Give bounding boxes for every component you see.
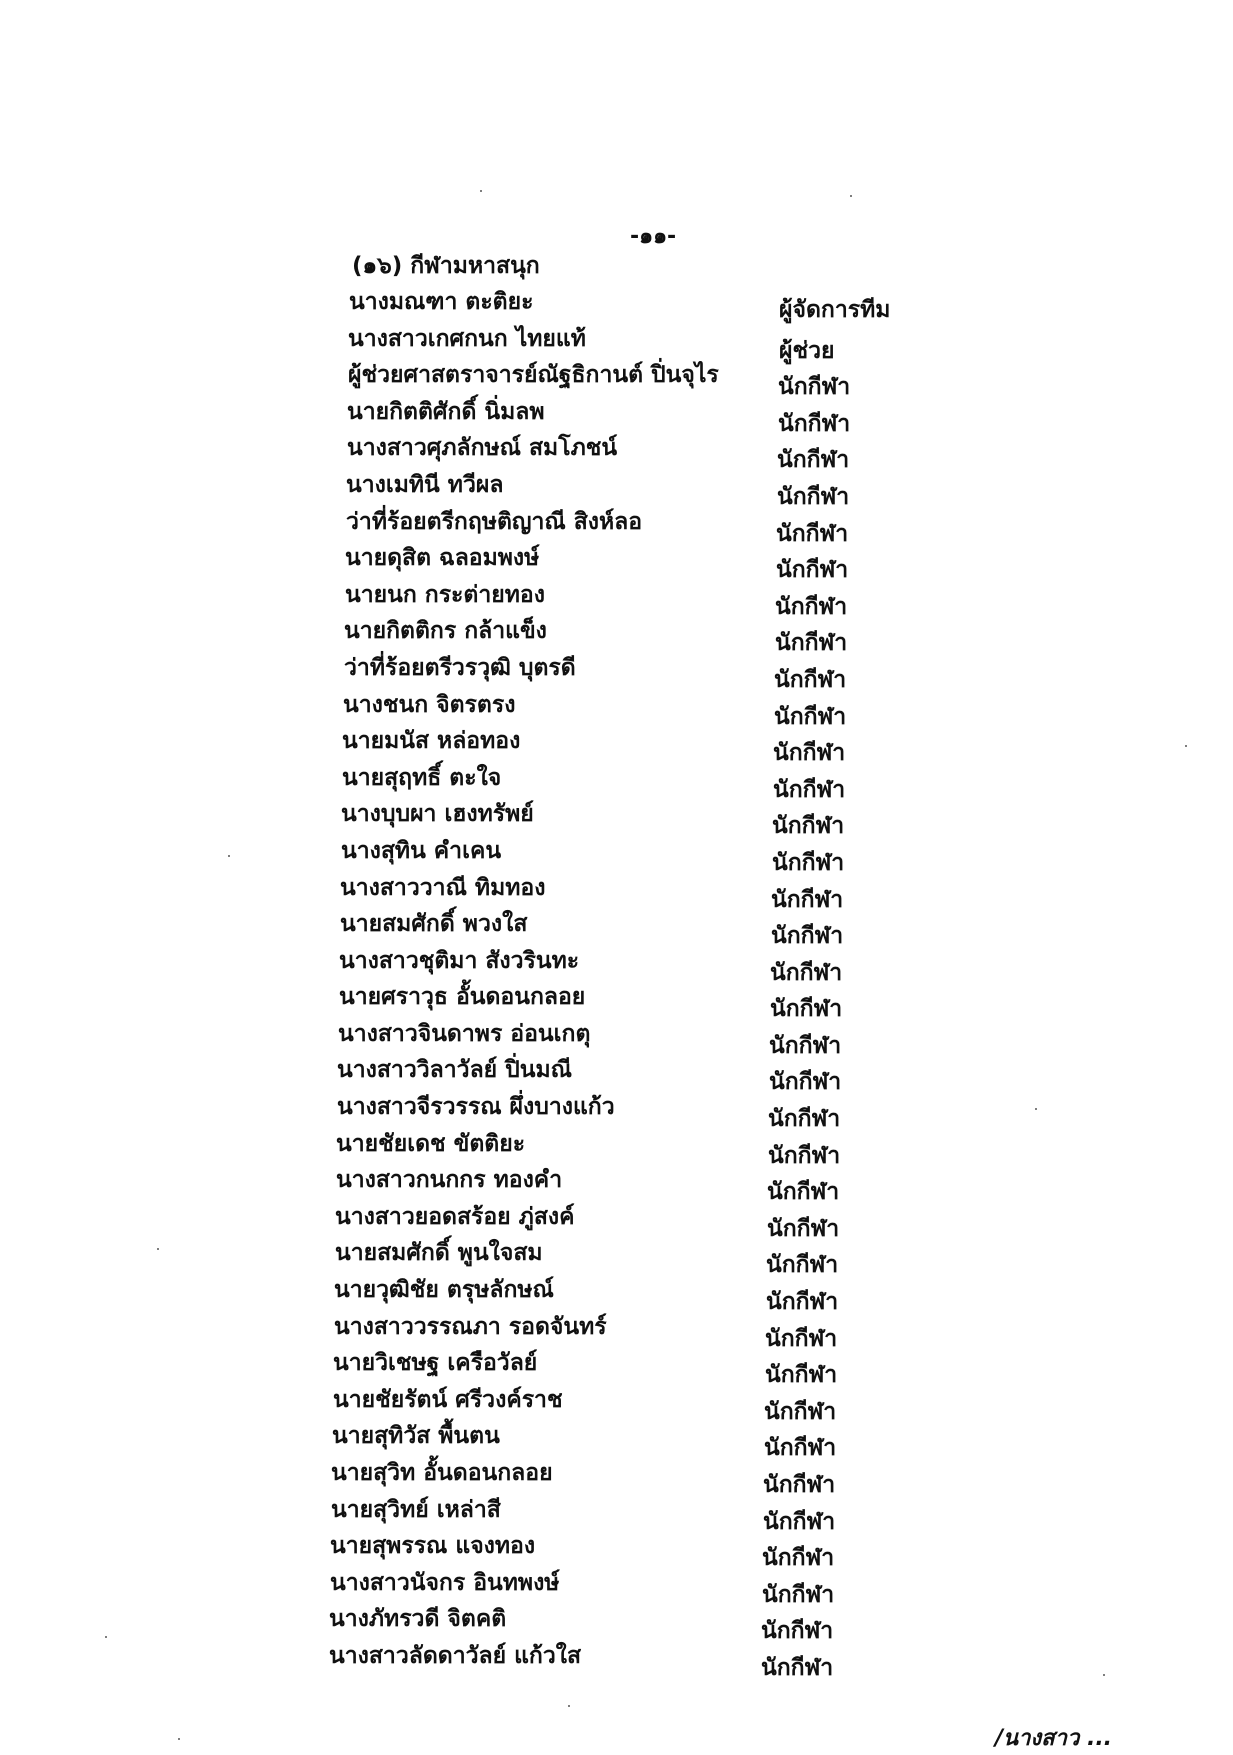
roster-row bbox=[0, 1418, 1233, 1461]
scan-speck bbox=[105, 1636, 107, 1638]
member-role: นักกีฬา bbox=[761, 1655, 834, 1681]
member-role: นักกีฬา bbox=[762, 1545, 835, 1571]
member-name: นายสุวิท อั้นดอนกลอย bbox=[331, 1460, 553, 1486]
member-name: นางสาวเกศกนก ไทยแท้ bbox=[348, 326, 586, 352]
member-name: นางสาววาณี ทิมทอง bbox=[340, 875, 546, 901]
member-role: นักกีฬา bbox=[767, 1179, 840, 1205]
member-name: นางสาวนัจกร อินทพงษ์ bbox=[330, 1570, 560, 1596]
member-role: นักกีฬา bbox=[766, 1252, 839, 1278]
member-name: นายสุฤทธิ์ ตะใจ bbox=[342, 765, 502, 791]
member-name: นางสุทิน คำเคน bbox=[341, 838, 502, 864]
member-name: นางสาวจินดาพร อ่อนเกตุ bbox=[338, 1021, 591, 1047]
member-role: นักกีฬา bbox=[774, 704, 847, 730]
roster-row bbox=[0, 1601, 1233, 1644]
member-role: นักกีฬา bbox=[769, 1033, 842, 1059]
scan-speck bbox=[480, 190, 482, 192]
section-title: (๑๖) กีฬามหาสนุก bbox=[352, 253, 540, 279]
roster-row bbox=[0, 577, 1233, 620]
member-role: นักกีฬา bbox=[765, 1362, 838, 1388]
roster-row bbox=[0, 1345, 1233, 1388]
roster-row bbox=[0, 1492, 1233, 1535]
member-name: นายกิตติศักดิ์ นิ่มลพ bbox=[347, 399, 545, 425]
member-name: นางสาวกนกกร ทองคำ bbox=[336, 1167, 563, 1193]
member-name: นางสาวศุภลักษณ์ สมโภชน์ bbox=[347, 435, 618, 461]
scan-speck bbox=[157, 1248, 159, 1250]
member-name: นางสาวจีรวรรณ ผึ่งบางแก้ว bbox=[337, 1094, 615, 1120]
member-role: นักกีฬา bbox=[778, 411, 851, 437]
member-role: นักกีฬา bbox=[768, 1143, 841, 1169]
member-name: นายสมศักดิ์ พูนใจสม bbox=[335, 1240, 543, 1266]
continuation-note: /นางสาว ... bbox=[995, 1726, 1113, 1751]
member-role: นักกีฬา bbox=[769, 1069, 842, 1095]
roster-row bbox=[0, 1565, 1233, 1608]
roster-row bbox=[0, 1126, 1233, 1169]
member-name: นายนก กระต่ายทอง bbox=[345, 582, 545, 608]
page-number: -๑๑- bbox=[630, 224, 677, 249]
roster-row bbox=[0, 1309, 1233, 1352]
member-name: ผู้ช่วยศาสตราจารย์ณัฐธิกานต์ ปิ่นจุไร bbox=[348, 362, 719, 388]
member-role: นักกีฬา bbox=[768, 1106, 841, 1132]
roster-row bbox=[0, 1528, 1233, 1571]
roster-row bbox=[0, 1382, 1233, 1425]
scan-speck bbox=[228, 855, 230, 857]
member-role: นักกีฬา bbox=[765, 1326, 838, 1352]
roster-row bbox=[0, 1455, 1233, 1498]
scan-speck bbox=[1185, 745, 1187, 747]
scan-speck bbox=[850, 195, 852, 197]
roster-row bbox=[0, 1052, 1233, 1095]
roster-row bbox=[0, 394, 1233, 437]
member-role: นักกีฬา bbox=[766, 1289, 839, 1315]
member-role: นักกีฬา bbox=[773, 777, 846, 803]
member-name: นางภัทรวดี จิตคติ bbox=[329, 1606, 507, 1632]
member-role: ผู้จัดการทีม bbox=[779, 297, 891, 323]
member-role: นักกีฬา bbox=[762, 1582, 835, 1608]
member-name: นางสาวชุติมา สังวรินทะ bbox=[339, 948, 580, 974]
roster-row bbox=[0, 1162, 1233, 1205]
member-role: นักกีฬา bbox=[764, 1399, 837, 1425]
roster-row bbox=[0, 1638, 1233, 1681]
member-name: นายวิเชษฐ เครือวัลย์ bbox=[333, 1350, 538, 1376]
roster-row bbox=[0, 870, 1233, 913]
member-name: นายสมศักดิ์ พวงใส bbox=[340, 911, 528, 937]
roster-row bbox=[0, 760, 1233, 803]
roster-row bbox=[0, 1235, 1233, 1278]
member-role: นักกีฬา bbox=[775, 630, 848, 656]
roster-row bbox=[0, 1272, 1233, 1315]
member-role: นักกีฬา bbox=[777, 447, 850, 473]
roster-row bbox=[0, 906, 1233, 949]
member-name: นายกิตติกร กล้าแข็ง bbox=[344, 618, 547, 644]
member-role: นักกีฬา bbox=[778, 374, 851, 400]
scan-speck bbox=[1103, 1674, 1105, 1676]
member-name: นางสาววรรณภา รอดจันทร์ bbox=[334, 1314, 607, 1340]
member-name: นางบุบผา เฮงทรัพย์ bbox=[341, 801, 534, 827]
roster-row bbox=[0, 540, 1233, 583]
member-role: นักกีฬา bbox=[776, 521, 849, 547]
member-name: นายมนัส หล่อทอง bbox=[342, 728, 521, 754]
member-role: นักกีฬา bbox=[770, 960, 843, 986]
member-name: ว่าที่ร้อยตรีวรวุฒิ บุตรดี bbox=[344, 655, 576, 681]
roster-row bbox=[0, 430, 1233, 473]
roster-row bbox=[0, 1016, 1233, 1059]
roster-row bbox=[0, 504, 1233, 547]
member-role: นักกีฬา bbox=[772, 850, 845, 876]
member-role: นักกีฬา bbox=[761, 1618, 834, 1644]
roster-row bbox=[0, 723, 1233, 766]
member-role: นักกีฬา bbox=[774, 667, 847, 693]
roster-row bbox=[0, 1089, 1233, 1132]
scan-speck bbox=[1035, 1108, 1037, 1110]
scan-speck bbox=[178, 1738, 180, 1740]
roster-row bbox=[0, 943, 1233, 986]
roster-row bbox=[0, 613, 1233, 656]
member-name: นางมณฑา ตะติยะ bbox=[349, 289, 534, 315]
member-role: นักกีฬา bbox=[776, 557, 849, 583]
roster-row bbox=[0, 357, 1233, 400]
roster-row bbox=[0, 467, 1233, 510]
member-name: นางสาวยอดสร้อย ภู่สงค์ bbox=[335, 1204, 575, 1230]
member-name: นายสุพรรณ แจงทอง bbox=[330, 1533, 536, 1559]
member-name: นายวุฒิชัย ตรุษลักษณ์ bbox=[334, 1277, 554, 1303]
member-name: นายสุวิทย์ เหล่าสี bbox=[331, 1497, 501, 1523]
member-name: นางสาวลัดดาวัลย์ แก้วใส bbox=[329, 1643, 582, 1669]
roster-row bbox=[0, 321, 1233, 364]
member-name: นายชัยเดช ขัตติยะ bbox=[336, 1131, 526, 1157]
member-role: นักกีฬา bbox=[773, 740, 846, 766]
member-role: นักกีฬา bbox=[771, 887, 844, 913]
roster-row bbox=[0, 979, 1233, 1022]
member-role: นักกีฬา bbox=[771, 923, 844, 949]
member-name: นายชัยรัตน์ ศรีวงค์ราช bbox=[333, 1387, 563, 1413]
member-role: ผู้ช่วย bbox=[779, 338, 835, 364]
roster-row bbox=[0, 1199, 1233, 1242]
member-name: นายศราวุธ อั้นดอนกลอย bbox=[339, 984, 586, 1010]
member-name: นายดุสิต ฉลอมพงษ์ bbox=[345, 545, 540, 571]
roster-row bbox=[0, 796, 1233, 839]
member-role: นักกีฬา bbox=[764, 1435, 837, 1461]
member-role: นักกีฬา bbox=[772, 813, 845, 839]
member-name: นายสุทิวัส พื้นตน bbox=[332, 1423, 500, 1449]
member-name: นางสาววิลาวัลย์ ปิ่นมณี bbox=[337, 1057, 572, 1083]
member-role: นักกีฬา bbox=[770, 996, 843, 1022]
member-role: นักกีฬา bbox=[777, 484, 850, 510]
member-role: นักกีฬา bbox=[775, 594, 848, 620]
member-name: นางชนก จิตรตรง bbox=[343, 692, 516, 718]
member-name: ว่าที่ร้อยตรีกฤษติญาณี สิงห์ลอ bbox=[346, 509, 643, 535]
roster-row bbox=[0, 687, 1233, 730]
scan-speck bbox=[568, 1705, 570, 1707]
member-role: นักกีฬา bbox=[763, 1472, 836, 1498]
roster-row bbox=[0, 284, 1233, 323]
member-role: นักกีฬา bbox=[763, 1509, 836, 1535]
roster-row bbox=[0, 650, 1233, 693]
roster-row bbox=[0, 833, 1233, 876]
member-role: นักกีฬา bbox=[767, 1216, 840, 1242]
member-name: นางเมทินี ทวีผล bbox=[346, 472, 504, 498]
